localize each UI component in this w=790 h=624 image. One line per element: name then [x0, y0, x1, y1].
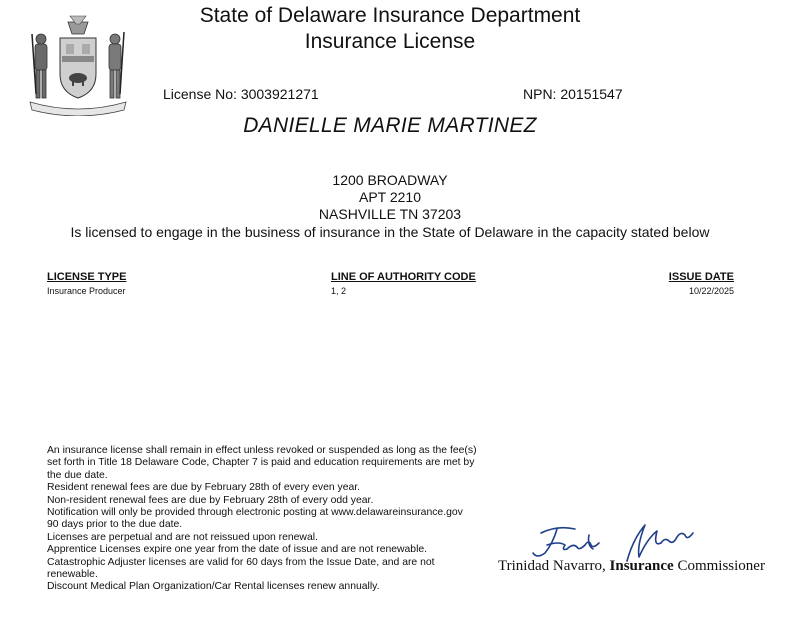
note-line: the due date. [47, 469, 108, 481]
note-line: Discount Medical Plan Organization/Car Rental licenses renew annually. [47, 581, 380, 593]
address-line-1: 1200 BROADWAY [332, 172, 448, 188]
npn-number: NPN: 20151547 [523, 86, 623, 102]
note-line: An insurance license shall remain in effect unless revoked or suspended as long as the fee(s) [47, 445, 477, 456]
note-line: Notification will only be provided through electronic posting at www.delawareinsurance.gov [47, 507, 463, 519]
note-line: Catastrophic Adjuster licenses are valid for 60 days from the Issue Date, and are not [47, 556, 435, 568]
address-line-2: APT 2210 [358, 189, 421, 205]
header-license-type: LICENSE TYPE [47, 271, 127, 283]
note-line: set forth in Title 18 Delaware Code, Chapter 7 is paid and education requirements are met by [47, 457, 475, 469]
commissioner-title-bold: Insurance [609, 558, 674, 574]
note-line: 90 days prior to the due date. [47, 519, 183, 531]
table-cell-license-type: Insurance Producer [47, 286, 126, 296]
note-line: Non-resident renewal fees are due by February 28th of every odd year. [47, 494, 374, 506]
license-number: License No: 3003921271 [163, 86, 319, 102]
license-statement: Is licensed to engage in the business of insurance in the State of Delaware in the capacity stated below [70, 224, 710, 240]
address-line-3: NASHVILLE TN 37203 [318, 206, 462, 222]
header-issue-date: ISSUE DATE [668, 271, 734, 283]
licensee-name: DANIELLE MARIE MARTINEZ [243, 114, 537, 137]
note-line: Resident renewal fees are due by February 28th of every even year. [47, 482, 361, 494]
commissioner-signature-line [498, 558, 765, 575]
page-title: State of Delaware Insurance Department [199, 4, 581, 27]
commissioner-name: Trinidad Navarro, [498, 558, 606, 574]
note-line: renewable. [47, 569, 98, 581]
header-line-of-authority: LINE OF AUTHORITY CODE [331, 271, 476, 283]
note-line: Apprentice Licenses expire one year from the date of issue and are not renewable. [47, 544, 428, 556]
license-notes [47, 445, 497, 594]
note-line: Licenses are perpetual and are not reissued upon renewal. [47, 531, 318, 543]
table-cell-authority-code: 1, 2 [331, 286, 347, 296]
page-subtitle: Insurance License [304, 30, 476, 53]
table-cell-issue-date: 10/22/2025 [688, 286, 734, 296]
commissioner-title: Commissioner [677, 558, 765, 574]
